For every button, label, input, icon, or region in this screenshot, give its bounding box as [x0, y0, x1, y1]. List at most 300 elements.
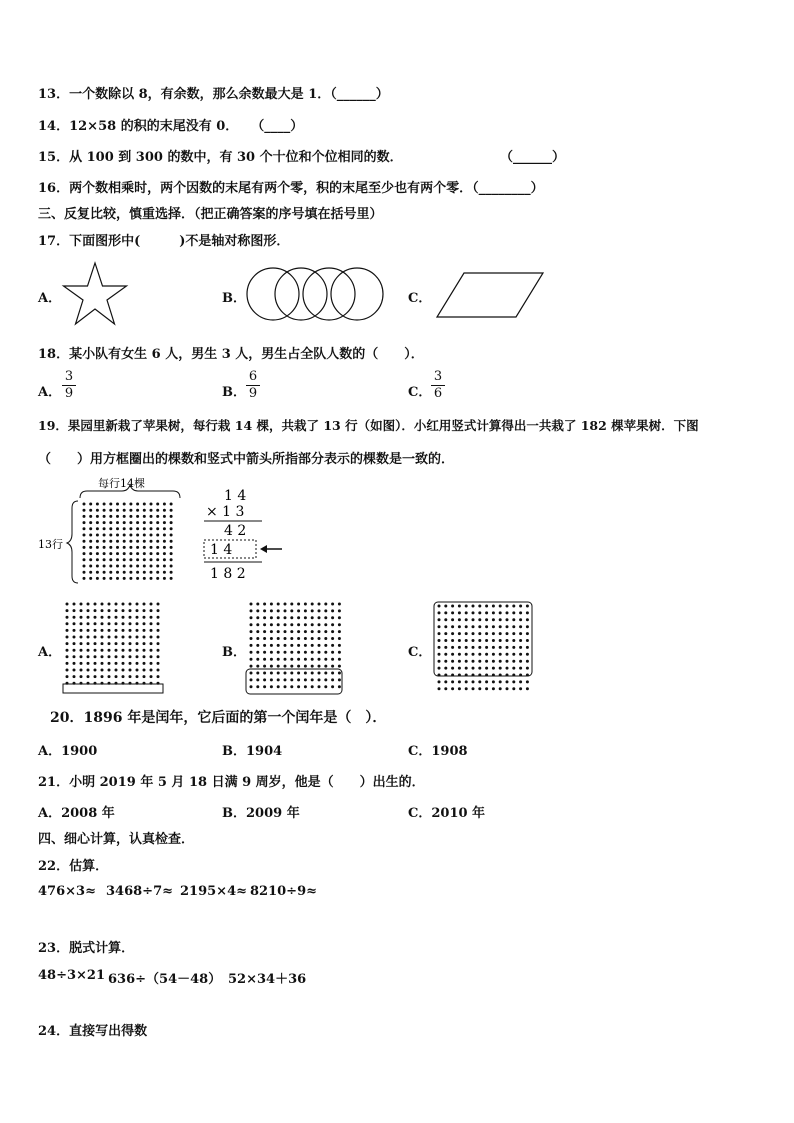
- q23-item: 48÷3×21: [38, 968, 106, 983]
- tree-dot: [115, 649, 118, 652]
- tree-dot: [311, 616, 314, 619]
- tree-dot: [338, 651, 341, 654]
- tree-dot: [115, 655, 118, 658]
- tree-dot: [458, 625, 461, 628]
- question-20: 20．1896 年是闰年，它后面的第一个闰年是（ ）．: [50, 710, 387, 726]
- calc-row-182: 1 8 2: [210, 566, 246, 582]
- tree-dot: [101, 603, 104, 606]
- tree-dot: [438, 667, 441, 670]
- tree-dot: [304, 623, 307, 626]
- tree-dot: [472, 660, 475, 663]
- tree-dot: [324, 665, 327, 668]
- tree-dot: [318, 658, 321, 661]
- tree-dot: [485, 632, 488, 635]
- tree-dot: [297, 651, 300, 654]
- tree-dot: [96, 558, 99, 561]
- tree-dot: [270, 630, 273, 633]
- tree-dot: [331, 603, 334, 606]
- tree-dot: [438, 605, 441, 608]
- tree-dot: [506, 639, 509, 642]
- tree-dot: [297, 616, 300, 619]
- tree-dot: [526, 667, 529, 670]
- tree-dot: [499, 680, 502, 683]
- tree-dot: [277, 672, 280, 675]
- tree-dot: [318, 623, 321, 626]
- tree-dot: [123, 571, 126, 574]
- tree-dot: [157, 655, 160, 658]
- tree-dot: [270, 603, 273, 606]
- tree-dot: [526, 687, 529, 690]
- tree-dot: [143, 509, 146, 512]
- tree-dot: [150, 675, 153, 678]
- tree-dot: [73, 669, 76, 672]
- tree-dot: [83, 527, 86, 530]
- tree-dot: [277, 665, 280, 668]
- tree-dot: [338, 623, 341, 626]
- tree-dot: [123, 546, 126, 549]
- tree-dot: [83, 558, 86, 561]
- tree-dot: [458, 687, 461, 690]
- tree-dot: [478, 687, 481, 690]
- tree-dot: [311, 603, 314, 606]
- tree-dot: [506, 646, 509, 649]
- tree-dot: [89, 521, 92, 524]
- tree-dot: [458, 632, 461, 635]
- tree-dot: [150, 540, 153, 543]
- tree-dot: [284, 637, 287, 640]
- tree-dot: [492, 660, 495, 663]
- tree-dot: [290, 665, 293, 668]
- tree-dot: [109, 527, 112, 530]
- tree-dot: [256, 651, 259, 654]
- tree-dot: [485, 660, 488, 663]
- tree-dot: [270, 623, 273, 626]
- tree-dot: [472, 653, 475, 656]
- tree-dot: [143, 540, 146, 543]
- tree-dot: [465, 667, 468, 670]
- tree-dot: [129, 649, 132, 652]
- tree-dot: [297, 623, 300, 626]
- tree-dot: [263, 685, 266, 688]
- tree-dot: [331, 644, 334, 647]
- tree-dot: [458, 653, 461, 656]
- tree-dot: [311, 623, 314, 626]
- tree-dot: [129, 655, 132, 658]
- tree-dot: [115, 642, 118, 645]
- tree-dot: [331, 616, 334, 619]
- tree-dot: [512, 605, 515, 608]
- tree-dot: [116, 527, 119, 530]
- tree-dot: [109, 521, 112, 524]
- tree-dot: [123, 527, 126, 530]
- tree-dot: [123, 521, 126, 524]
- tree-dot: [89, 503, 92, 506]
- tree-dot: [318, 616, 321, 619]
- tree-dot: [143, 552, 146, 555]
- tree-dot: [526, 605, 529, 608]
- tree-dot: [311, 651, 314, 654]
- tree-dot: [284, 623, 287, 626]
- tree-dot: [331, 665, 334, 668]
- tree-dot: [304, 678, 307, 681]
- tree-dot: [143, 609, 146, 612]
- tree-dot: [499, 605, 502, 608]
- tree-dot: [101, 629, 104, 632]
- tree-dot: [451, 605, 454, 608]
- tree-dot: [506, 667, 509, 670]
- tree-dot: [170, 515, 173, 518]
- q20-option-c: C．1908: [408, 744, 468, 759]
- tree-dot: [108, 609, 111, 612]
- tree-dot: [123, 540, 126, 543]
- tree-dot: [438, 680, 441, 683]
- tree-dot: [157, 609, 160, 612]
- tree-dot: [324, 609, 327, 612]
- tree-dot: [94, 649, 97, 652]
- tree-dot: [444, 687, 447, 690]
- tree-dot: [109, 534, 112, 537]
- tree-dot: [270, 616, 273, 619]
- tree-dot: [324, 630, 327, 633]
- tree-dot: [123, 515, 126, 518]
- tree-dot: [143, 662, 146, 665]
- tree-dot: [156, 521, 159, 524]
- tree-dot: [506, 611, 509, 614]
- tree-dot: [492, 687, 495, 690]
- tree-dot: [115, 616, 118, 619]
- tree-dot: [263, 630, 266, 633]
- tree-dot: [311, 678, 314, 681]
- tree-dot: [109, 546, 112, 549]
- tree-dot: [136, 622, 139, 625]
- tree-dot: [331, 630, 334, 633]
- tree-dot: [284, 665, 287, 668]
- tree-dot: [304, 637, 307, 640]
- tree-dot: [318, 603, 321, 606]
- tree-dot: [103, 565, 106, 568]
- tree-dot: [250, 637, 253, 640]
- tree-dot: [472, 646, 475, 649]
- tree-dot: [485, 611, 488, 614]
- q18-option-c-fraction: [431, 370, 445, 401]
- tree-dot: [156, 552, 159, 555]
- tree-dot: [485, 646, 488, 649]
- tree-dot: [465, 611, 468, 614]
- tree-dot: [506, 687, 509, 690]
- tree-dot: [101, 622, 104, 625]
- tree-dot: [122, 622, 125, 625]
- tree-dot: [170, 509, 173, 512]
- tree-dot: [465, 646, 468, 649]
- tree-dot: [478, 625, 481, 628]
- tree-dot: [318, 630, 321, 633]
- tree-dot: [143, 527, 146, 530]
- arrow-left-icon: [260, 545, 267, 553]
- tree-dot: [89, 546, 92, 549]
- tree-dot: [438, 646, 441, 649]
- section-3-heading: 三、反复比较，慎重选择．（把正确答案的序号填在括号里）: [38, 207, 383, 222]
- tree-dot: [284, 630, 287, 633]
- tree-dot: [458, 618, 461, 621]
- tree-dot: [478, 611, 481, 614]
- tree-dot: [96, 565, 99, 568]
- tree-dot: [108, 655, 111, 658]
- tree-dot: [297, 644, 300, 647]
- tree-dot: [163, 527, 166, 530]
- tree-dot: [263, 665, 266, 668]
- tree-dot: [122, 616, 125, 619]
- tree-dot: [519, 611, 522, 614]
- tree-dot: [156, 509, 159, 512]
- tree-dot: [109, 565, 112, 568]
- tree-dot: [122, 675, 125, 678]
- tree-dot: [129, 616, 132, 619]
- tree-dot: [156, 503, 159, 506]
- tree-dot: [143, 675, 146, 678]
- tree-dot: [163, 565, 166, 568]
- tree-dot: [444, 639, 447, 642]
- tree-dot: [318, 637, 321, 640]
- tree-dot: [458, 605, 461, 608]
- section-4-heading: 四、细心计算，认真检查．: [38, 832, 195, 847]
- tree-dot: [103, 546, 106, 549]
- tree-dot: [499, 618, 502, 621]
- tree-dot: [444, 660, 447, 663]
- question-15-answer-paren: （______）: [500, 150, 566, 165]
- tree-dot: [270, 644, 273, 647]
- tree-dot: [458, 667, 461, 670]
- tree-dot: [519, 625, 522, 628]
- tree-dot: [304, 630, 307, 633]
- tree-dot: [485, 605, 488, 608]
- tree-dot: [478, 653, 481, 656]
- tree-dot: [256, 623, 259, 626]
- tree-dot: [123, 509, 126, 512]
- tree-dot: [444, 646, 447, 649]
- question-18: 18．某小队有女生 6 人，男生 3 人，男生占全队人数的（ ）．: [38, 347, 424, 362]
- tree-dot: [485, 687, 488, 690]
- tree-dot: [83, 571, 86, 574]
- tree-dot: [465, 687, 468, 690]
- calc-row-14-boxed: 1 4: [210, 542, 233, 558]
- vertical-multiplication: [200, 484, 300, 584]
- tree-dot: [304, 665, 307, 668]
- tree-dot: [250, 685, 253, 688]
- tree-dot: [506, 632, 509, 635]
- tree-dot: [157, 675, 160, 678]
- tree-dot: [485, 653, 488, 656]
- tree-dot: [472, 632, 475, 635]
- tree-dot: [122, 629, 125, 632]
- tree-dot: [150, 521, 153, 524]
- tree-dot: [263, 644, 266, 647]
- tree-dot: [331, 651, 334, 654]
- tree-dot: [89, 509, 92, 512]
- tree-dot: [290, 603, 293, 606]
- q22-item: 2195×4≈: [180, 884, 248, 899]
- tree-dot: [472, 618, 475, 621]
- tree-dot: [338, 678, 341, 681]
- q19-option-b-diagram: [244, 600, 344, 696]
- tree-dot: [87, 636, 90, 639]
- tree-dot: [250, 665, 253, 668]
- tree-dot: [156, 565, 159, 568]
- tree-dot: [506, 653, 509, 656]
- tree-dot: [129, 622, 132, 625]
- tree-dot: [263, 603, 266, 606]
- tree-dot: [526, 660, 529, 663]
- tree-dot: [451, 687, 454, 690]
- tree-dot: [492, 625, 495, 628]
- tree-dot: [284, 672, 287, 675]
- tree-dot: [324, 672, 327, 675]
- tree-dot: [438, 653, 441, 656]
- four-rings-shape: [246, 266, 384, 322]
- tree-dot: [143, 515, 146, 518]
- tree-dot: [136, 636, 139, 639]
- tree-dot: [277, 651, 280, 654]
- tree-dot: [116, 521, 119, 524]
- tree-dot: [465, 680, 468, 683]
- tree-dot: [94, 603, 97, 606]
- tree-dot: [123, 565, 126, 568]
- tree-dot: [311, 630, 314, 633]
- tree-dot: [87, 675, 90, 678]
- q19-option-b-label: B．: [222, 645, 246, 660]
- tree-dot: [116, 577, 119, 580]
- tree-dot: [311, 658, 314, 661]
- q20-option-a: A．1900: [38, 744, 98, 759]
- tree-dot: [256, 609, 259, 612]
- q18-option-b-label: B．: [222, 385, 246, 400]
- tree-dot: [83, 540, 86, 543]
- tree-dot: [478, 646, 481, 649]
- tree-dot: [263, 672, 266, 675]
- tree-dot: [150, 577, 153, 580]
- question-14: 14．12×58 的积的末尾没有 0． （____）: [38, 119, 304, 134]
- tree-dot: [318, 685, 321, 688]
- tree-dot: [108, 603, 111, 606]
- tree-dot: [304, 658, 307, 661]
- tree-dot: [136, 515, 139, 518]
- tree-dot: [129, 603, 132, 606]
- tree-dot: [94, 655, 97, 658]
- tree-dot: [324, 651, 327, 654]
- tree-dot: [338, 630, 341, 633]
- tree-dot: [150, 609, 153, 612]
- tree-dot: [136, 642, 139, 645]
- tree-dot: [87, 669, 90, 672]
- tree-dot: [136, 552, 139, 555]
- tree-dot: [512, 611, 515, 614]
- tree-dot: [338, 603, 341, 606]
- tree-dot: [122, 655, 125, 658]
- tree-dot: [318, 651, 321, 654]
- tree-dot: [338, 658, 341, 661]
- tree-dot: [170, 534, 173, 537]
- q23-item: 52×34＋36: [228, 972, 307, 987]
- q20-option-b: B．1904: [222, 744, 283, 759]
- tree-dot: [143, 558, 146, 561]
- tree-dot: [284, 616, 287, 619]
- tree-dot: [136, 609, 139, 612]
- tree-dot: [115, 609, 118, 612]
- tree-dot: [87, 629, 90, 632]
- tree-dot: [143, 577, 146, 580]
- tree-dot: [451, 680, 454, 683]
- tree-dot: [318, 665, 321, 668]
- tree-dot: [519, 667, 522, 670]
- tree-dot: [478, 667, 481, 670]
- tree-dot: [512, 660, 515, 663]
- tree-dot: [136, 546, 139, 549]
- tree-dot: [150, 565, 153, 568]
- tree-dot: [143, 534, 146, 537]
- tree-dot: [109, 558, 112, 561]
- tree-dot: [506, 618, 509, 621]
- tree-dot: [512, 639, 515, 642]
- tree-dot: [156, 546, 159, 549]
- tree-dot: [73, 629, 76, 632]
- tree-dot: [526, 618, 529, 621]
- tree-dot: [270, 609, 273, 612]
- tree-dot: [444, 611, 447, 614]
- tree-dot: [256, 630, 259, 633]
- tree-dot: [129, 527, 132, 530]
- tree-dot: [122, 662, 125, 665]
- tree-dot: [122, 636, 125, 639]
- tree-dot: [143, 669, 146, 672]
- tree-dot: [136, 540, 139, 543]
- tree-dot: [290, 678, 293, 681]
- q22-item: 3468÷7≈: [106, 884, 174, 899]
- tree-dot: [136, 662, 139, 665]
- tree-dot: [136, 521, 139, 524]
- tree-dot: [465, 618, 468, 621]
- tree-dot: [499, 660, 502, 663]
- fraction-denominator: 9: [64, 386, 74, 401]
- tree-dot: [66, 629, 69, 632]
- tree-dot: [499, 611, 502, 614]
- tree-dot: [512, 646, 515, 649]
- tree-dot: [472, 611, 475, 614]
- tree-dot: [304, 651, 307, 654]
- tree-dot: [451, 632, 454, 635]
- tree-dot: [277, 658, 280, 661]
- tree-dot: [263, 609, 266, 612]
- tree-dot: [150, 669, 153, 672]
- tree-dot: [157, 669, 160, 672]
- tree-dot: [150, 642, 153, 645]
- fraction-numerator: 6: [248, 369, 258, 384]
- tree-dot: [157, 622, 160, 625]
- tree-dot: [156, 515, 159, 518]
- tree-dot: [136, 629, 139, 632]
- label-each-row-14: 每行14棵: [98, 477, 145, 490]
- tree-dot: [80, 675, 83, 678]
- tree-dot: [506, 625, 509, 628]
- tree-dot: [103, 509, 106, 512]
- tree-dot: [80, 649, 83, 652]
- tree-dot: [297, 672, 300, 675]
- calc-row-42: 4 2: [224, 523, 247, 539]
- tree-dot: [115, 629, 118, 632]
- q17-option-c-label: C．: [408, 291, 432, 306]
- tree-dot: [66, 669, 69, 672]
- tree-dot: [492, 611, 495, 614]
- tree-dot: [116, 540, 119, 543]
- tree-dot: [512, 632, 515, 635]
